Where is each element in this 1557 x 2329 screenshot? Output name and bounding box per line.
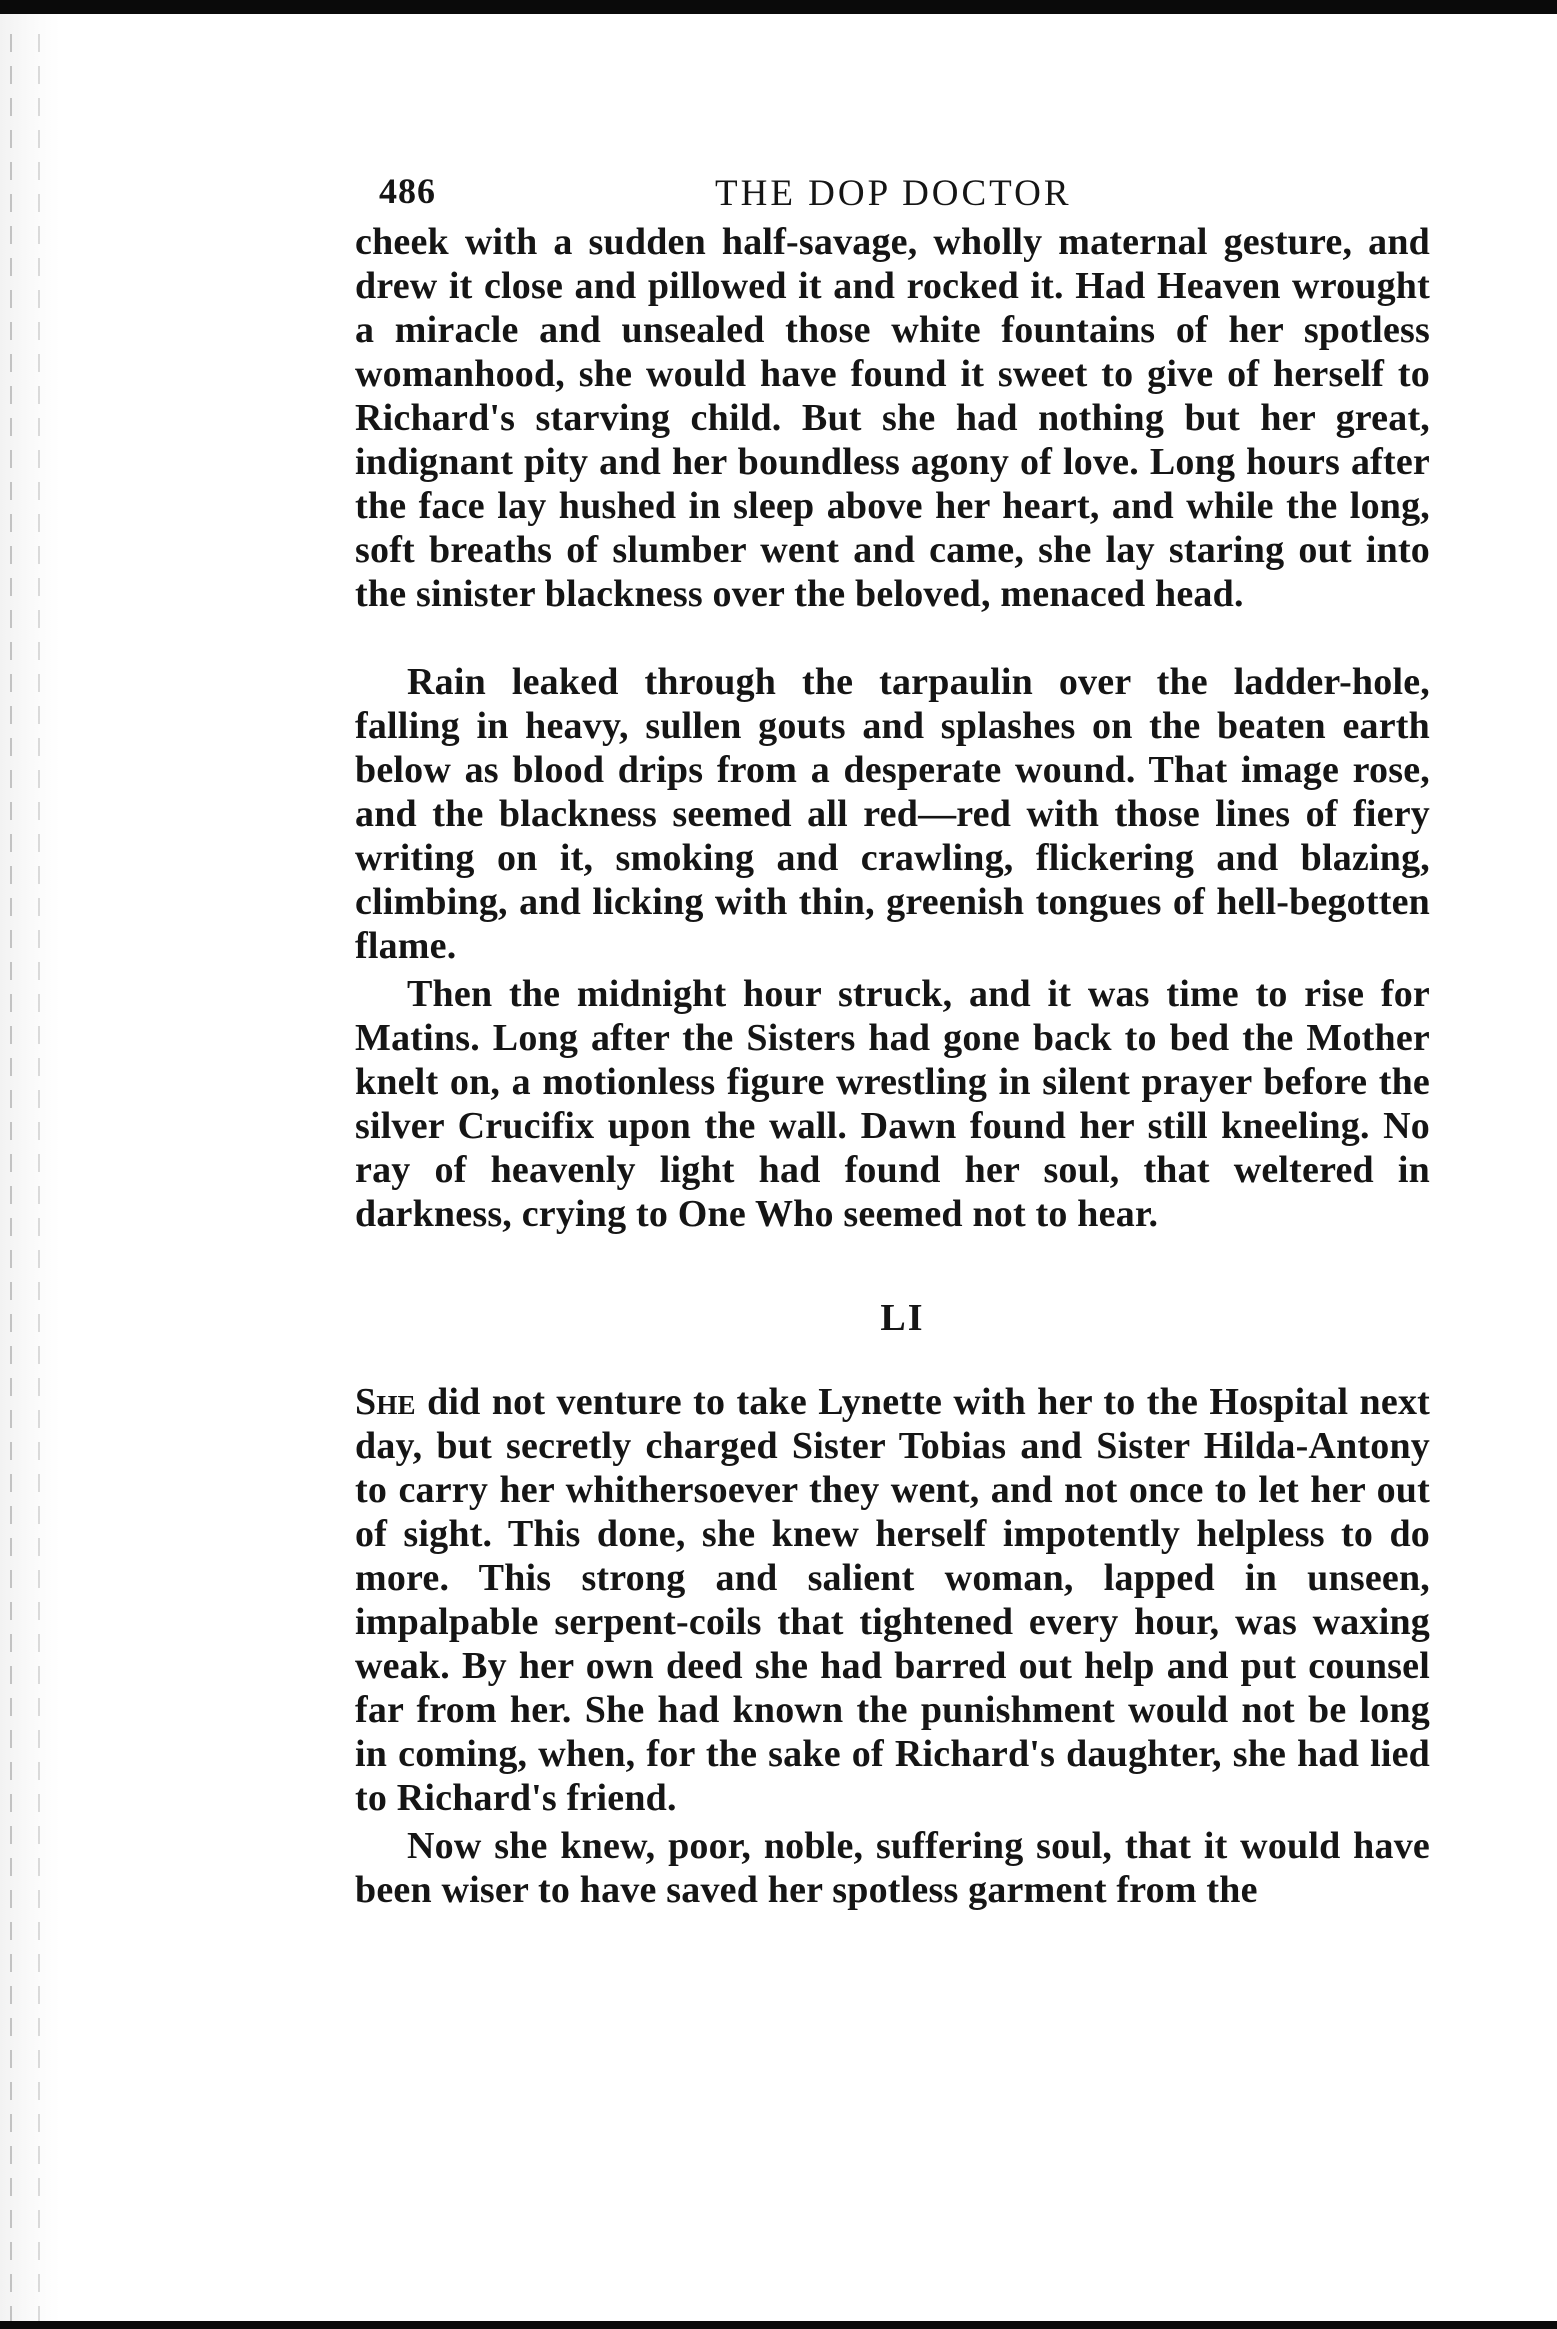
running-title: THE DOP DOCTOR bbox=[715, 173, 1072, 214]
scan-gutter bbox=[0, 14, 60, 2321]
paragraph-4 bbox=[355, 1380, 1430, 1820]
paragraph-5: Now she knew, poor, noble, suffering soul, that it would have been wiser to have saved her spotless garment from the bbox=[355, 1825, 1430, 1911]
gutter-line bbox=[10, 34, 12, 2324]
scan-top-border bbox=[0, 0, 1557, 14]
paragraph-4-lead: She bbox=[355, 1381, 416, 1423]
paragraph-3: Then the midnight hour struck, and it was time to rise for Matins. Long after the Sisters had gone back to bed the Mother knelt on, a motionless figure wrestling in silent prayer before the silver Crucifix upon the wall. Dawn found her still kneeling. No ray of heavenly light had found her soul, that weltered in darkness, crying to One Who seemed not to hear. bbox=[355, 973, 1430, 1235]
gutter-line bbox=[38, 34, 40, 2324]
book-page bbox=[355, 160, 1430, 1912]
paragraph-2: Rain leaked through the tarpaulin over the ladder-hole, falling in heavy, sullen gouts and splashes on the beaten earth below as blood drips from a desperate wound. That image rose, and the blackness seemed all red—red with those lines of fiery writing on it, smoking and crawling, flickering and blazing, climbing, and licking with thin, greenish tongues of hell-begotten flame. bbox=[355, 661, 1430, 967]
chapter-heading: LI bbox=[880, 1297, 925, 1339]
scan-bottom-border bbox=[0, 2321, 1557, 2329]
running-head bbox=[355, 160, 1430, 220]
paragraph-1: cheek with a sudden half-savage, wholly maternal gesture, and drew it close and pillowed it and rocked it. Had Heaven wrought a miracle and unsealed those white fountains of her spotless womanhood, she would have found it sweet to give of herself to Richard's starving child. But she had nothing but her great, indignant pity and her boundless agony of love. Long hours after the face lay hushed in sleep above her heart, and while the long, soft breaths of slumber went and came, she lay staring out into the sinister blackness over the beloved, menaced head. bbox=[355, 221, 1430, 615]
page-number: 486 bbox=[379, 171, 436, 211]
paragraph-4-text: did not venture to take Lynette with her to the Hospital next day, but secretly charged Sister Tobias and Sister Hilda-Antony to carry her whithersoever they went, and not once to let her out of sight. This done, she knew herself impotently helpless to do more. This strong and salient woman, lapped in unseen, impalpable serpent-coils that tightened every hour, was waxing weak. By her own deed she had barred out help and put counsel far from her. She had known the punishment would not be long in coming, when, for the sake of Richard's daughter, she had lied to Richard's friend. bbox=[355, 1381, 1430, 1819]
